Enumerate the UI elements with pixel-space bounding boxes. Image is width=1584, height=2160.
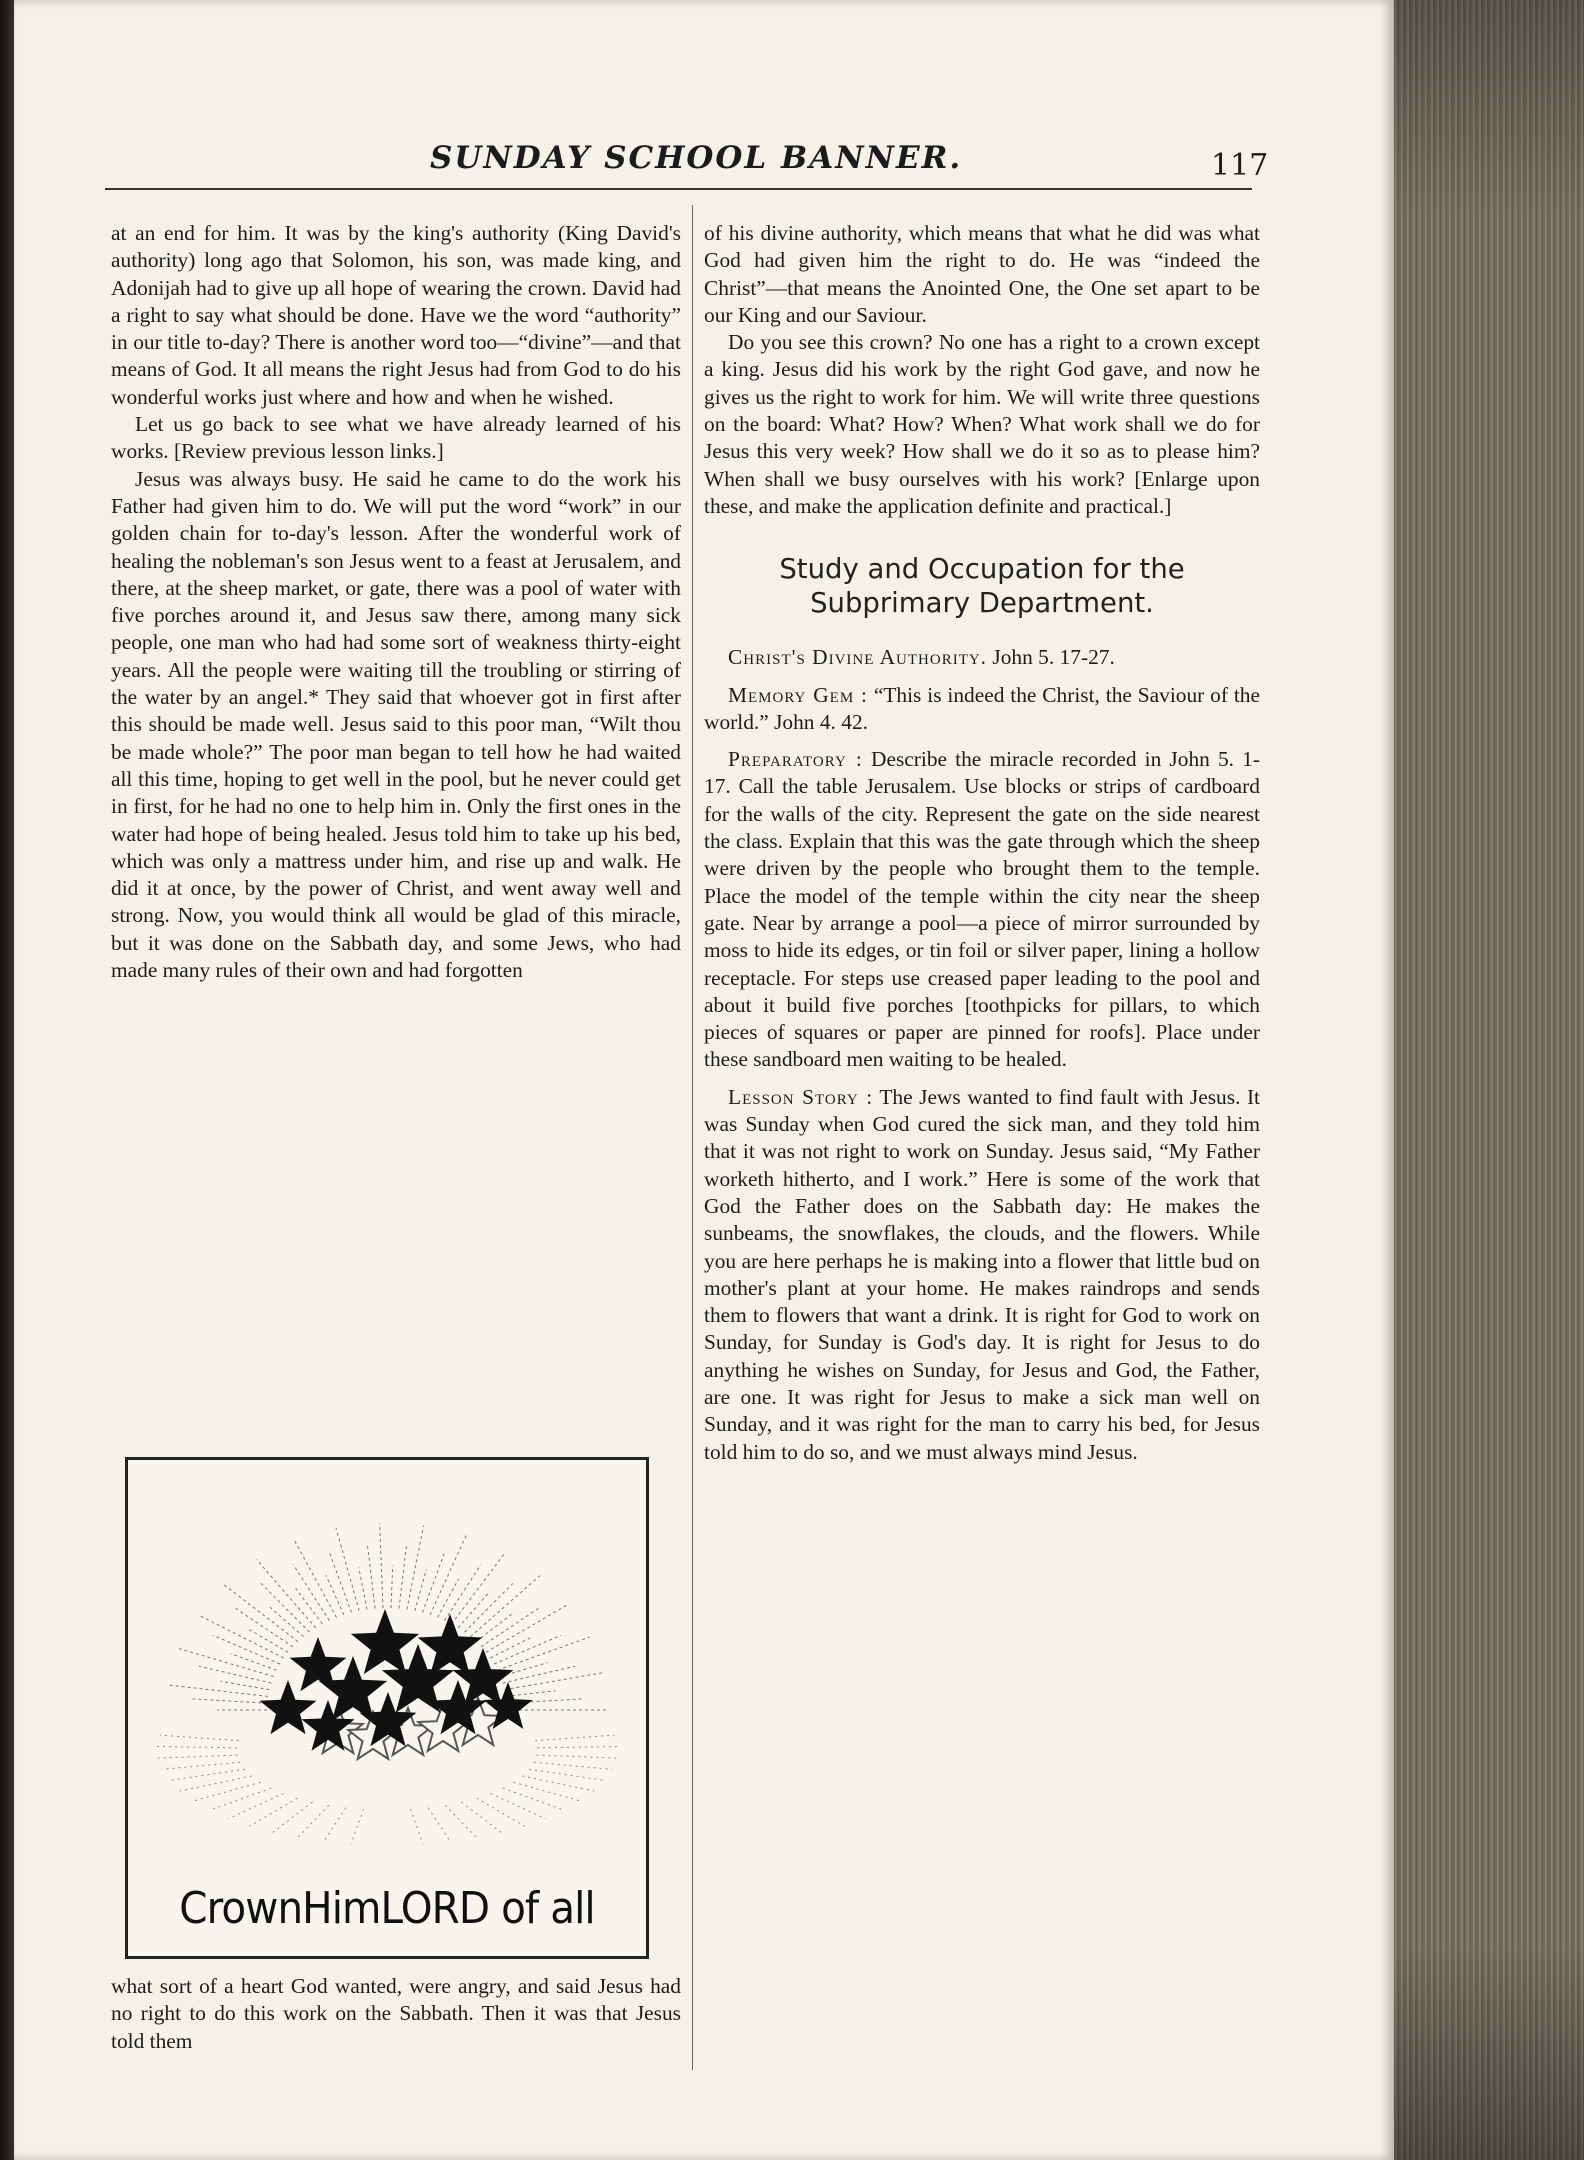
light-ray [250,1798,298,1826]
preparatory [704,746,1260,1074]
light-ray [329,1552,351,1613]
light-ray [326,1575,344,1615]
light-ray [193,1782,260,1801]
illustration-caption: CrownHimLORD of all [179,1883,595,1934]
light-ray [209,1788,271,1810]
light-ray [452,1552,506,1624]
lesson-story-label: Lesson Story : [728,1084,874,1109]
light-ray [324,1808,346,1842]
light-ray [438,1579,459,1618]
light-ray [458,1594,488,1628]
light-ray [261,1583,309,1632]
light-ray [497,1637,589,1670]
book-page-edges [1394,0,1584,2160]
lesson-title-line [704,644,1260,671]
light-ray [234,1607,293,1647]
light-ray [428,1808,450,1842]
left-column-continued [111,1973,681,2055]
lesson-title-ref: John 5. 17-27. [992,645,1115,670]
light-ray [464,1583,512,1632]
light-ray [336,1528,359,1611]
memory-gem-label: Memory Gem : [728,682,868,707]
light-ray [423,1552,445,1613]
memory-gem [704,682,1260,737]
left-paragraph-2: Let us go back to see what we have already learned of his works. [Review previous lesson links.] [111,412,681,464]
light-ray [513,1782,580,1801]
light-ray [391,1566,393,1608]
light-ray [198,1615,284,1658]
light-ray [162,1762,240,1769]
light-ray [359,1568,367,1610]
light-ray [296,1588,323,1624]
running-title: SUNDAY SCHOOL BANNER. [430,140,963,176]
solid-star-icon [351,1609,419,1674]
light-ray [529,1769,605,1780]
lesson-title-label: Christ's Divine Authority. [728,645,988,670]
light-ray [169,1685,268,1696]
light-ray [293,1565,329,1621]
header-rule [105,188,1252,190]
light-ray [247,1628,288,1652]
light-ray [536,1755,616,1758]
left-paragraph-after-picture: what sort of a heart God wanted, were angry, and said Jesus had no right to do this work on the Sabbath. Then it was that Jesus told them [111,1974,681,2053]
light-ray [228,1793,283,1818]
lesson-story [704,1084,1260,1466]
light-ray [192,1699,267,1703]
light-ray [351,1809,364,1844]
section-heading: Study and Occupation for the Subprimary Department. [779,553,1185,620]
light-ray [503,1666,575,1683]
light-ray [537,1747,617,1748]
light-ray [158,1755,238,1758]
right-paragraph-2: Do you see this crown? No one has a right to a crown except a king. Jesus did his work by the right God gave, and now he gives us the right to work for him. We will write three questions on the board: What? How? When? What work shall we do for Jesus this very week? How shall we do it so as to please him? When shall we busy ourselves with his work? [Enlarge upon these, and make the application definite and practical.] [704,330,1260,518]
light-ray [380,1523,383,1608]
light-ray [430,1535,466,1614]
light-ray [367,1545,375,1608]
light-ray [294,1540,336,1617]
left-paragraph-1: at an end for him. It was by the king's authority (King David's authority) long ago that Solomon, his son, was made king, and Adonijah had to give up all hope of wearing the crown. David had a right to say what should be done. Have we the word “authority” in our title to-day? There is another word too—“divine”—and that means of God. It all means the right Jesus had from God to do his wonderful works just where and how and when he wished. [111,221,681,409]
light-ray [220,1681,269,1689]
light-ray [415,1569,427,1610]
right-column [704,220,1260,1466]
light-ray [410,1809,423,1844]
left-paragraph-3: Jesus was always busy. He said he came to do the work his Father had given him to do. We will put the word “work” in our golden chain for to-day's lesson. After the wonderful work of healing the nobleman's son Jesus went to a feast at Jerusalem, and there, at the sheep market, or gate, there was a pool of water with five porches around it, and Jesus saw there, among many sick people, one man who had had some sort of weakness thirty-eight years. All the people were waiting till the troubling or stirring of the water by an angel.* They said that whoever got in first after this should be made well. Jesus said to this poor man, “Wilt thou be made whole?” The poor man began to tell how he had waited all this time, hoping to get well in the pool, but he never could get in first, for he had no one to help him in. Only the first ones in the water had hope of being healed. Jesus told him to take up his bed, which was only a mattress under him, and rise up and walk. He did it at once, by the power of Christ, and went away well and strong. Now, you would think all would be glad of this miracle, but it was done on the Sabbath day, and some Jews, who had made many rules of their own and had forgotten [111,466,681,983]
light-ray [399,1545,407,1608]
light-ray [481,1607,540,1647]
column-divider [692,205,693,2070]
lesson-story-text: The Jews wanted to find fault with Jesus. It was Sunday when God cured the sick man, and they told him that it was not right to work on Sunday. Jesus said, “My Father worketh hitherto, and I work.” Here is some of the work that God the Father does on the Sabbath day: He makes the sunbeams, the snowflakes, the clouds, and the flowers. While you are here perhaps he is making into a flower that little bud on mother's plant at your home. He makes raindrops and sends them to flowers that want a drink. It is right for God to work on Sunday, for Sunday is God's day. It is right for Jesus to do anything he wishes on Sunday, for Jesus and God, the Father, are one. It was right for Jesus to make a sick man well on Sunday, and it was right for the man to carry his bed, for Jesus told him to do so, and we must always mind Jesus. [704,1084,1261,1464]
light-ray [169,1769,245,1780]
preparatory-label: Preparatory : [728,747,863,772]
light-ray [490,1636,533,1658]
light-ray [257,1559,316,1627]
light-ray [179,1649,273,1677]
light-ray [230,1654,276,1671]
light-ray [269,1606,304,1637]
light-ray [534,1762,612,1769]
solid-star-icon [260,1680,317,1734]
preparatory-text: Describe the miracle recorded in John 5. 1-17. Call the table Jerusalem. Use blocks or strips of cardboard for the walls of the city. Represent the gate on the side nearest the class. Explain that this was the gate through which the sheep were driven by the people who brought them to the temple. Place the model of the temple within the city near the sheep gate. Near by arrange a pool—a piece of mirror surrounded by moss to hide its edges, or tin foil or silver paper, lining a hollow receptacle. For steps use creased paper leading to the pool and about it build five porches [toothpicks for pillars, to which pieces of squares or paper are pinned for roofs]. Place under these sandboard men waiting to be healed. [704,747,1260,1072]
light-ray [486,1604,568,1652]
left-column [111,220,681,984]
light-ray [505,1673,603,1690]
crown-of-stars-icon [128,1460,646,1956]
light-ray [160,1735,239,1740]
light-ray [490,1793,545,1818]
right-paragraph-1: of his divine authority, which means that what he did was what God had given him the right to do. He was “indeed the Christ”—that means the Anointed One, the One set apart to be our King and our Saviour. [704,221,1260,327]
page-number: 117 [1211,148,1269,183]
light-ray [157,1747,237,1748]
light-ray [199,1666,271,1683]
light-ray [535,1735,614,1740]
light-ray [477,1798,525,1826]
light-ray [522,1776,594,1791]
light-ray [407,1526,424,1610]
light-ray [506,1691,556,1697]
memory-gem-text: “This is indeed the Christ, the Saviour of the world.” John 4. 42. [704,682,1260,734]
light-ray [445,1565,481,1621]
light-ray [180,1776,252,1791]
crown-him-illustration [125,1457,649,1959]
light-ray [503,1788,565,1810]
